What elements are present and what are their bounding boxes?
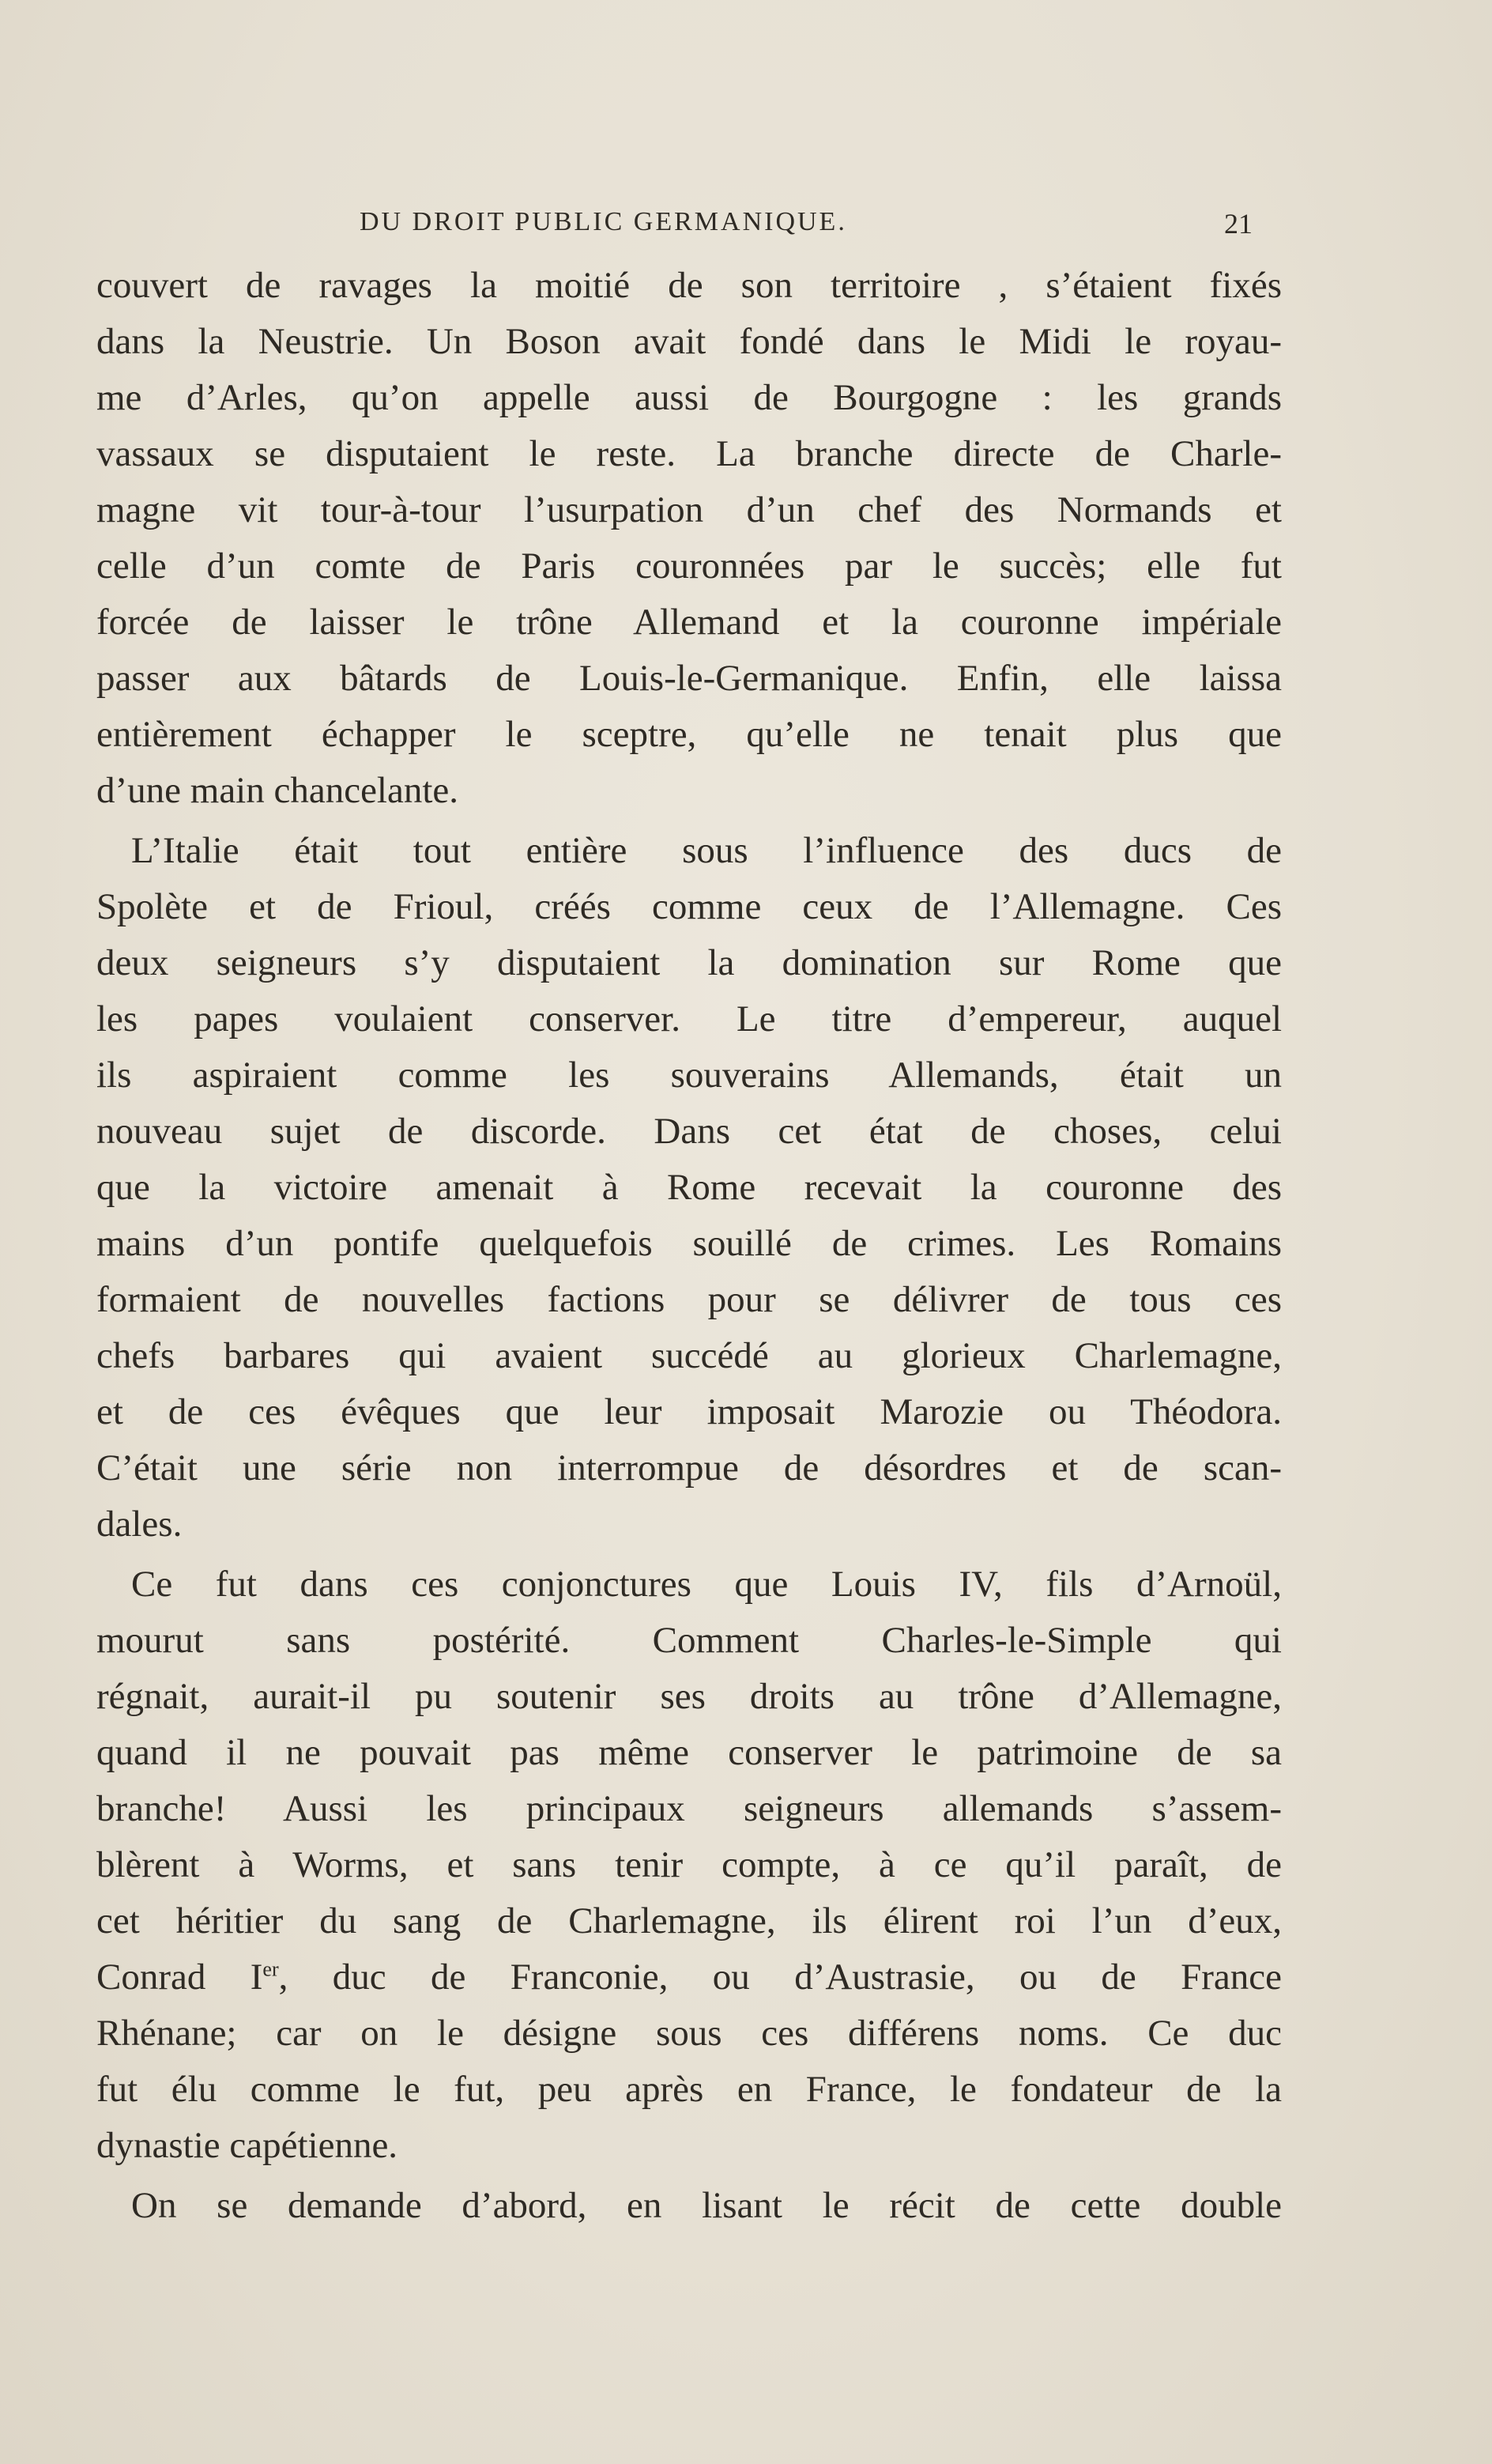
text-line: magne vit tour-à-tour l’usurpation d’un chef des Normands et bbox=[96, 489, 1282, 530]
conrad-name: Conrad I bbox=[96, 1956, 263, 1998]
text-line: ils aspiraient comme les souverains Allemands, était un bbox=[96, 1055, 1282, 1096]
text-line: passer aux bâtards de Louis-le-Germanique. Enfin, elle laissa bbox=[96, 658, 1282, 699]
text-line: dales. bbox=[96, 1504, 183, 1545]
text-line: les papes voulaient conserver. Le titre d’empereur, auquel bbox=[96, 998, 1282, 1040]
text-line: entièrement échapper le sceptre, qu’elle ne tenait plus que bbox=[96, 714, 1282, 755]
text-line: me d’Arles, qu’on appelle aussi de Bourgogne : les grands bbox=[96, 377, 1282, 418]
text-line: fut élu comme le fut, peu après en France, le fondateur de la bbox=[96, 2069, 1282, 2110]
text-line: branche! Aussi les principaux seigneurs allemands s’assem- bbox=[96, 1788, 1282, 1829]
text-line: mourut sans postérité. Comment Charles-le-Simple qui bbox=[96, 1620, 1282, 1661]
text-line: nouveau sujet de discorde. Dans cet état de choses, celui bbox=[96, 1111, 1282, 1152]
text-line: Rhénane; car on le désigne sous ces différens noms. Ce duc bbox=[96, 2013, 1282, 2054]
text-line: et de ces évêques que leur imposait Marozie ou Théodora. bbox=[96, 1391, 1282, 1432]
text-line: régnait, aurait-il pu soutenir ses droits au trône d’Allemagne, bbox=[96, 1676, 1282, 1717]
text-line: couvert de ravages la moitié de son territoire , s’étaient fixés bbox=[96, 265, 1282, 306]
page-header bbox=[360, 207, 1253, 247]
page-number: 21 bbox=[1224, 208, 1253, 240]
paragraph-start-line: On se demande d’abord, en lisant le récit de cette double bbox=[131, 2185, 1282, 2226]
text-line: d’une main chancelante. bbox=[96, 770, 459, 811]
text-line-conrad bbox=[96, 1949, 1282, 2006]
text-line: forcée de laisser le trône Allemand et la couronne impériale bbox=[96, 602, 1282, 643]
conrad-line-rest: , duc de Franconie, ou d’Austrasie, ou de France bbox=[278, 1956, 1282, 1998]
text-line: C’était une série non interrompue de désordres et de scan- bbox=[96, 1447, 1282, 1489]
text-line: cet héritier du sang de Charlemagne, ils élirent roi l’un d’eux, bbox=[96, 1900, 1282, 1941]
running-title: DU DROIT PUBLIC GERMANIQUE. bbox=[360, 207, 847, 236]
paragraph-start-line: L’Italie était tout entière sous l’influence des ducs de bbox=[131, 830, 1282, 871]
text-line: quand il ne pouvait pas même conserver le patrimoine de sa bbox=[96, 1732, 1282, 1773]
text-line: deux seigneurs s’y disputaient la domination sur Rome que bbox=[96, 942, 1282, 983]
body-text bbox=[96, 258, 1282, 2234]
text-line: que la victoire amenait à Rome recevait la couronne des bbox=[96, 1167, 1282, 1208]
text-line: dans la Neustrie. Un Boson avait fondé dans le Midi le royau- bbox=[96, 321, 1282, 362]
text-line: vassaux se disputaient le reste. La branche directe de Charle- bbox=[96, 433, 1282, 474]
text-line: mains d’un pontife quelquefois souillé de crimes. Les Romains bbox=[96, 1223, 1282, 1264]
text-line: dynastie capétienne. bbox=[96, 2125, 398, 2166]
text-line: formaient de nouvelles factions pour se délivrer de tous ces bbox=[96, 1279, 1282, 1320]
paragraph-start-line: Ce fut dans ces conjonctures que Louis IV, fils d’Arnoül, bbox=[131, 1564, 1282, 1605]
text-line: chefs barbares qui avaient succédé au glorieux Charlemagne, bbox=[96, 1335, 1282, 1376]
text-line: blèrent à Worms, et sans tenir compte, à ce qu’il paraît, de bbox=[96, 1844, 1282, 1885]
text-line: Spolète et de Frioul, créés comme ceux de l’Allemagne. Ces bbox=[96, 886, 1282, 927]
text-line: celle d’un comte de Paris couronnées par le succès; elle fut bbox=[96, 545, 1282, 587]
ordinal-superscript: er bbox=[262, 1957, 279, 1981]
